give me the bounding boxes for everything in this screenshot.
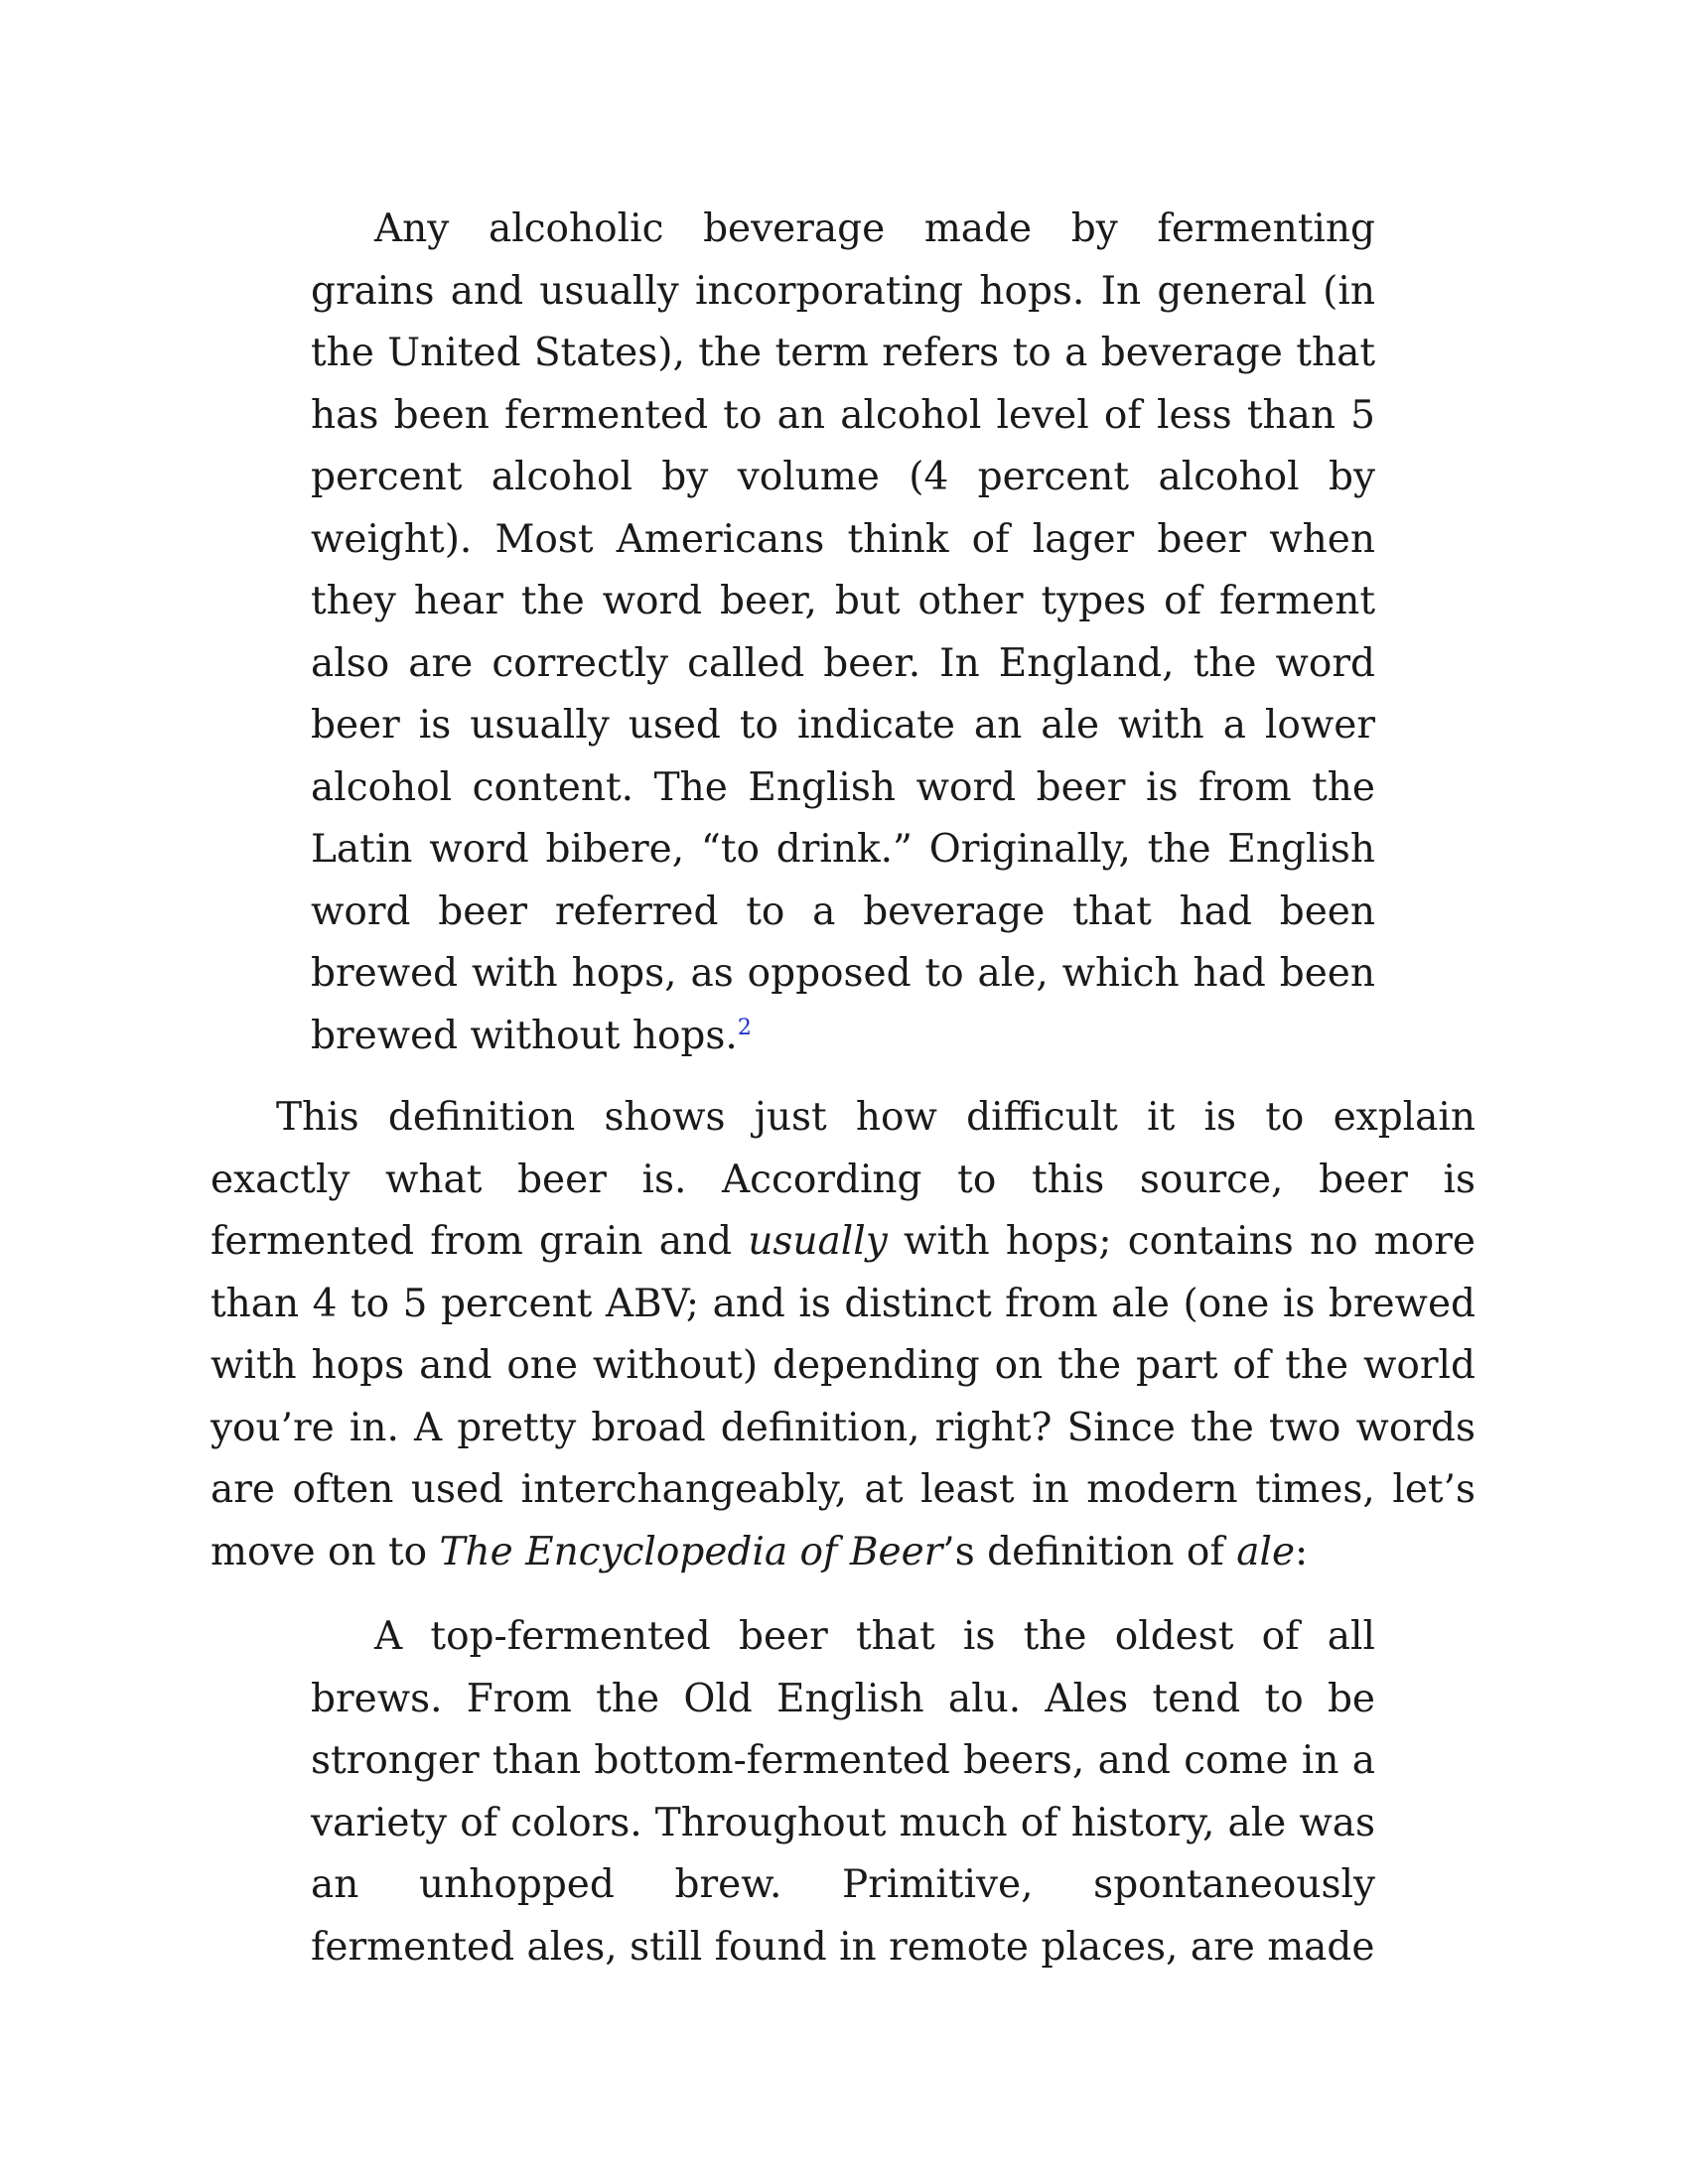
paragraph-text-4: : bbox=[1295, 1529, 1309, 1574]
beer-definition-text: Any alcoholic beverage made by fermenting grains and usually incorporating hops. In general (in the United States), the term refers to a beverage that has been fermented to an alcohol level of less than 5 percent alcohol by volume (4 percent alcohol by weight). Most Americans think of lager beer when they hear the word beer, but other types of ferment also are correctly called beer. In England, the word beer is usually used to indicate an ale with a lower alcohol content. The English word beer is from the Latin word bibere, “to drink.” Originally, the English word beer referred to a beverage that had been brewed with hops, as opposed to ale, which had been brewed without hops. bbox=[311, 206, 1375, 1058]
ale-definition-text: A top-fermented beer that is the oldest of all brews. From the Old English alu. Ales tend to be stronger than bottom-fermented beers, and come in a variety of colors. Throughout much of history, ale was an unhopped brew. Primitive, spontaneously fermented ales, still found in remote places, are made bbox=[311, 1614, 1375, 1970]
paragraph-text-1: This definition shows just how difficult it is to explain exactly what beer is. According to this source, beer is fermented from grain and bbox=[211, 1095, 1476, 1264]
paragraph-text-2: with hops; contains no more than 4 to 5 percent ABV; and is distinct from ale (one is brewed with hops and one without) depending on the part of the world you’re in. A pretty broad definition, right? Since the two words are often used interchangeably, at least in modern times, let’s move on to bbox=[211, 1219, 1476, 1574]
footnote-2-link[interactable]: 2 bbox=[737, 1015, 752, 1040]
emphasis-usually: usually bbox=[748, 1219, 888, 1264]
book-title: The Encyclopedia of Beer bbox=[439, 1529, 943, 1574]
emphasis-ale: ale bbox=[1236, 1529, 1296, 1574]
body-paragraph bbox=[211, 1087, 1476, 1583]
ale-definition-blockquote bbox=[311, 1606, 1375, 1979]
paragraph-text-3: ’s definition of bbox=[942, 1529, 1237, 1574]
beer-definition-blockquote bbox=[311, 199, 1375, 1067]
